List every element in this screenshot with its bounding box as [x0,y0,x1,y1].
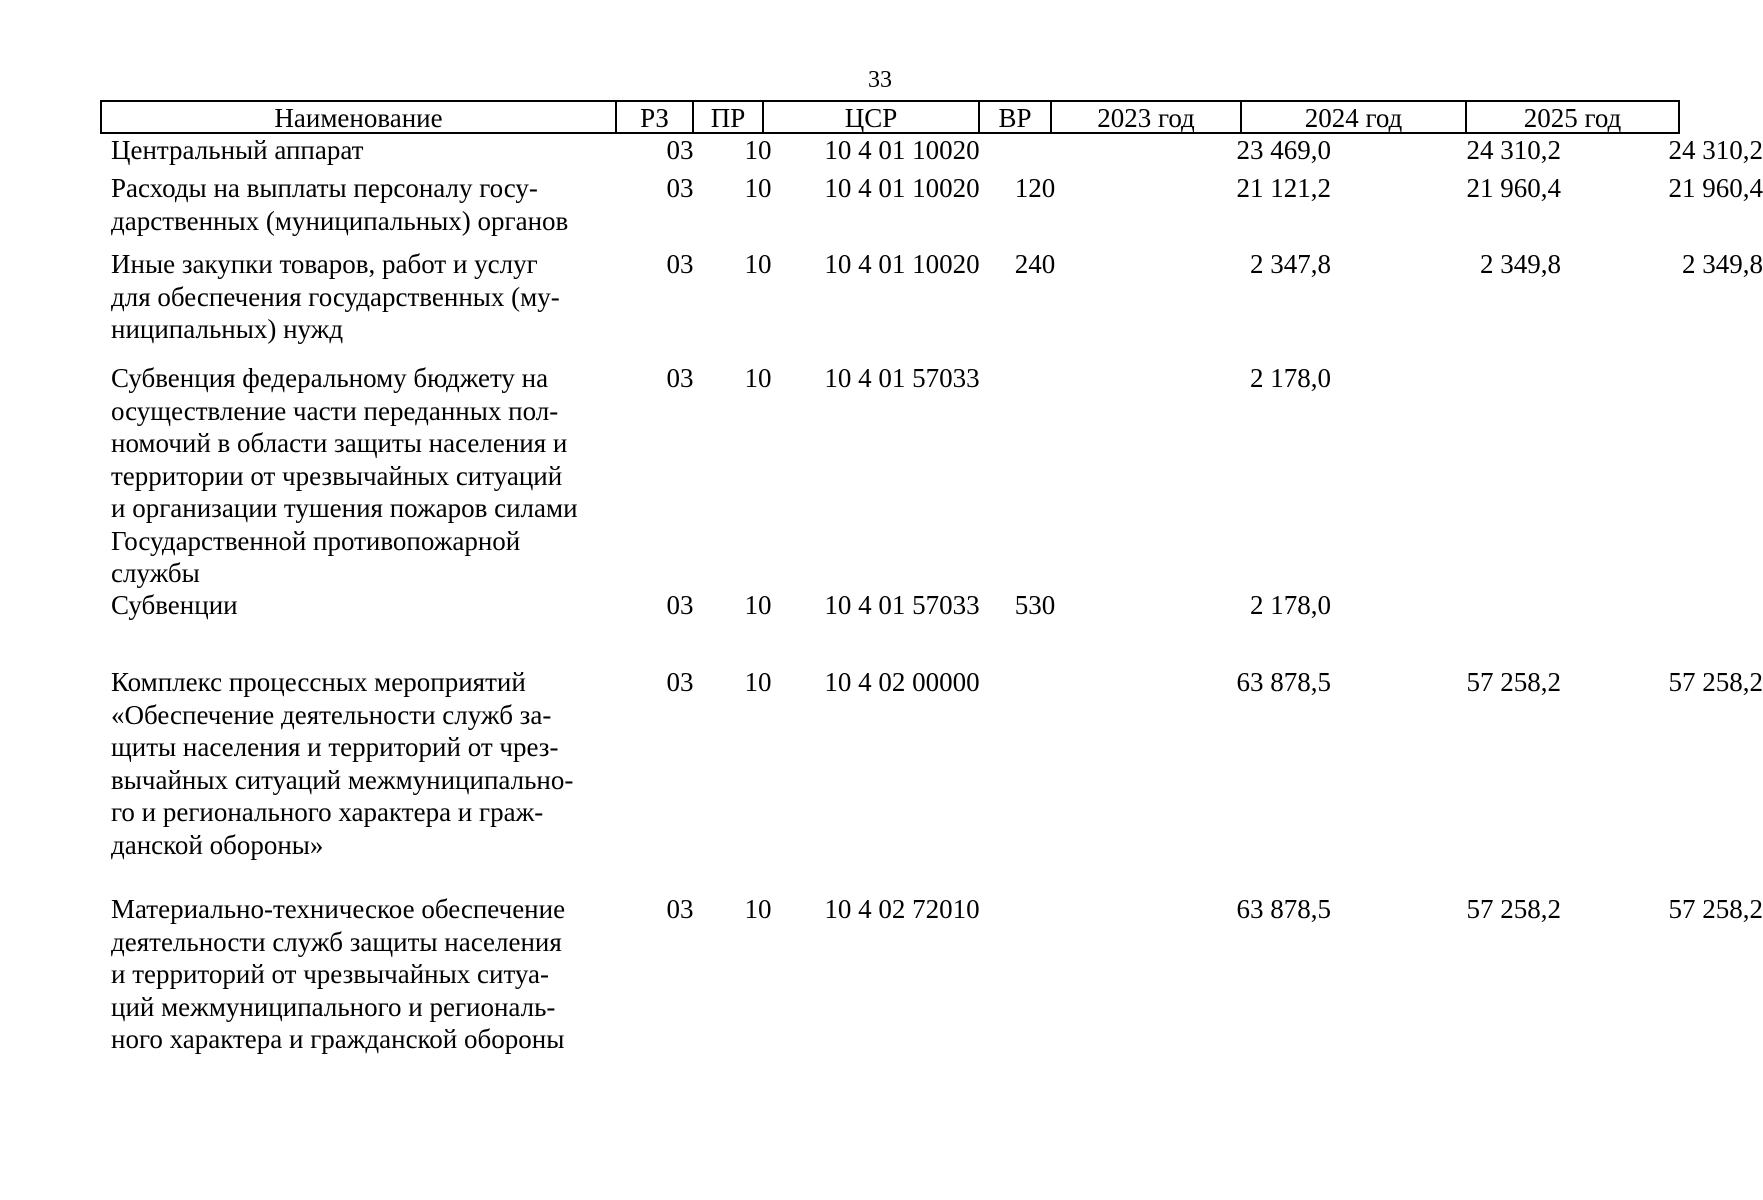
row-name-line: Субвенция федеральному бюджету на [111,363,549,393]
row-name [111,362,611,590]
row-amount-2023: 21 121,2 [1236,173,1331,203]
row-rz: 03 [666,590,694,620]
row-name [111,248,611,346]
row-name-line: го и регионального характера и граж- [111,797,544,827]
row-rz: 03 [666,173,694,203]
row-name-line: Центральный аппарат [111,135,364,165]
row-amount-2023: 2 347,8 [1250,249,1331,279]
row-name-line: дарственных (муниципальных) органов [111,205,569,236]
row-name [111,589,611,622]
row-name-line: вычайных ситуаций межмуниципально- [111,764,574,795]
row-amount-2025: 24 310,2 [1668,135,1763,165]
row-amount-2023: 23 469,0 [1236,135,1331,165]
header-rz: РЗ [615,102,692,132]
row-amount-2023: 63 878,5 [1236,894,1331,924]
header-2023: 2023 год [1050,102,1240,132]
table-header [100,100,1680,134]
row-name [111,172,611,237]
row-name-line: щиты населения и территорий от чрез- [111,732,559,762]
header-2024: 2024 год [1240,102,1465,132]
row-amount-2024: 57 258,2 [1466,894,1561,924]
row-name-line: территории от чрезвычайных ситуаций [111,460,563,491]
row-amount-2024: 21 960,4 [1466,173,1561,203]
row-pr: 10 [744,667,772,697]
row-amount-2025: 57 258,2 [1668,667,1763,697]
row-amount-2024: 24 310,2 [1466,135,1561,165]
row-pr: 10 [744,173,772,203]
row-amount-2023: 2 178,0 [1250,363,1331,393]
header-vr: ВР [978,102,1050,132]
row-name-line: «Обеспечение деятельности служб за- [111,699,552,730]
row-amount-2023: 63 878,5 [1236,667,1331,697]
row-vr: 530 [1014,590,1056,620]
row-name-line: деятельности служб защиты населения [111,926,562,957]
row-pr: 10 [744,135,772,165]
row-csr: 10 4 01 57033 [824,363,980,393]
header-name: Наименование [274,103,443,133]
row-name-line: для обеспечения государственных (му- [111,281,560,312]
row-pr: 10 [744,363,772,393]
row-amount-2025: 21 960,4 [1668,173,1763,203]
row-name [111,893,611,1056]
row-rz: 03 [666,363,694,393]
header-csr: ЦСР [762,102,978,132]
row-csr: 10 4 02 72010 [824,894,980,924]
row-pr: 10 [744,249,772,279]
row-amount-2024: 2 349,8 [1480,249,1561,279]
row-pr: 10 [744,590,772,620]
page-number: 33 [868,67,892,93]
row-name-line: данской обороны» [111,829,324,860]
row-csr: 10 4 01 10020 [824,135,980,165]
row-name [111,666,611,861]
row-name-line: и территорий от чрезвычайных ситуа- [111,959,550,989]
header-2025: 2025 год [1465,102,1678,132]
row-pr: 10 [744,894,772,924]
row-name-line: Субвенции [111,590,238,620]
row-name-line: ниципальных) нужд [111,314,344,344]
row-name-line: Государственной противопожарной [111,525,521,556]
row-name-line: Материально-техническое обеспечение [111,894,566,924]
row-vr: 120 [1014,173,1056,203]
row-name-line: осуществление части переданных пол- [111,395,559,426]
row-rz: 03 [666,135,694,165]
row-name [111,134,611,167]
row-amount-2024: 57 258,2 [1466,667,1561,697]
row-name-line: службы [111,558,200,588]
row-name-line: Иные закупки товаров, работ и услуг [111,249,538,279]
row-name-line: Расходы на выплаты персоналу госу- [111,173,538,203]
row-csr: 10 4 01 57033 [824,590,980,620]
row-csr: 10 4 02 00000 [824,667,980,697]
row-rz: 03 [666,249,694,279]
row-name-line: ного характера и гражданской обороны [111,1024,565,1054]
row-rz: 03 [666,894,694,924]
row-amount-2023: 2 178,0 [1250,590,1331,620]
row-name-line: ций межмуниципального и региональ- [111,991,556,1022]
row-rz: 03 [666,667,694,697]
row-csr: 10 4 01 10020 [824,249,980,279]
row-vr: 240 [1014,249,1056,279]
row-name-line: номочий в области защиты населения и [111,428,568,458]
row-name-line: Комплекс процессных мероприятий [111,667,526,697]
header-pr: ПР [692,102,762,132]
row-name-line: и организации тушения пожаров силами [111,493,578,523]
row-amount-2025: 57 258,2 [1668,894,1763,924]
row-amount-2025: 2 349,8 [1682,249,1763,279]
row-csr: 10 4 01 10020 [824,173,980,203]
